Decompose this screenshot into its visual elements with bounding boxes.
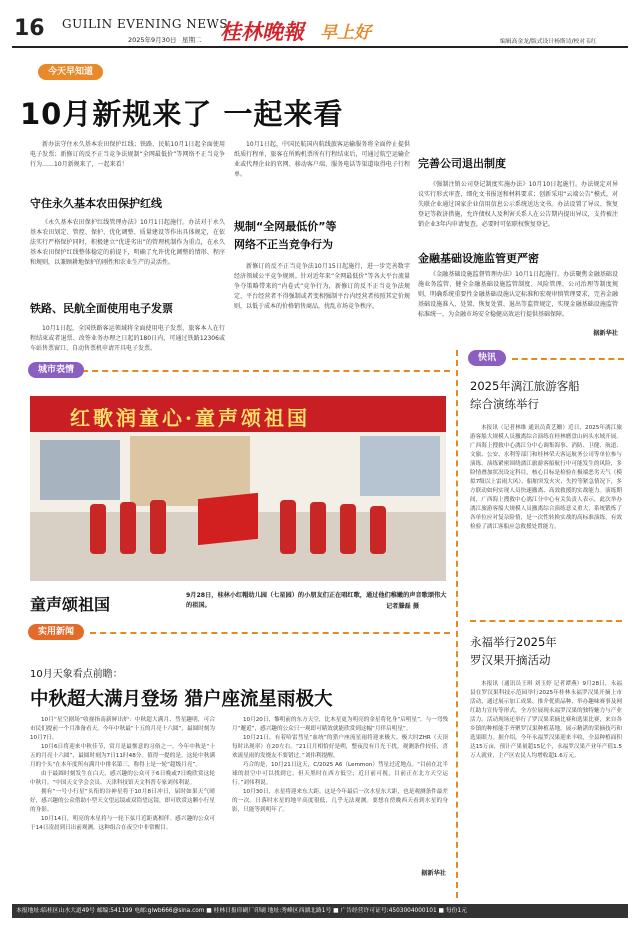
quick-item2-title-1: 永福举行2025年 [470, 635, 557, 649]
section-tag-city: 城市表情 [28, 362, 84, 378]
editors-credit: 编辑高金龙/版式设计杨斯诗/校对韦红 [500, 39, 597, 45]
quick-item1-title-1: 2025年漓江旅游客船 [470, 379, 580, 393]
heading-company-exit: 完善公司退出制度 [418, 157, 506, 170]
finance-paragraph: 《金融基础设施监督管理办法》10月1日起施行。办法聚焦金融基础设施业务监管，健全金融基础设施监管制度、风险管理、公司治理等制度规则，明确系统重要性金融基础设施认定标准和宏观审慎管理要求，完善金融基础设施准入、处置、恢复处置、退出等监管规定，实现金融基础设施监管标准统一，为金融市场安全稳健高效运行提供基础保障。 [418, 271, 618, 318]
news-col-2 [232, 716, 448, 864]
heading-lowest-price-2: 网络不正当竞争行为 [234, 238, 333, 251]
news-dash-top [90, 632, 450, 634]
section-logo: 早上好 [320, 23, 371, 43]
heading-lowest-price-1: 规制“全网最低价”等 [234, 220, 337, 233]
city-photo-title: 童声颂祖国 [30, 595, 111, 614]
photo-banner-text: 红歌润童心·童声颂祖国 [70, 406, 310, 430]
news-paragraph: 10月“星空剧场”收视指南新鲜出炉：中秋超大满月、彗星趣明，可合市民们提前一个月准备看天。今年中秋最“十五的月亮十六圆”，最圆时刻为10月7日。 [30, 717, 215, 741]
e-invoice-paragraph: 10月1日起，全国铁路客运领域将全面使用电子发票，旅客本人在行程结束或者退票、改签业务办理之日起的180日内，可通过铁路12306或车站售票窗口、自动售票机申请开具电子发票。 [30, 325, 225, 352]
masthead [0, 0, 640, 48]
quick-item2-title-2: 罗汉果开摘活动 [470, 653, 551, 667]
page-number: 16 [14, 16, 45, 41]
footer-text: 本报地址:临桂区山水大道49号 邮编:541199 电邮:glwb666@sina.com ■ 桂林日报印刷厂印刷 地址:秀峰区西湖北路1号 ■ 广告经营许可证号:4503004000101 ■ 每份1元 [16, 908, 467, 914]
paper-name-en: GUILIN EVENING NEWS [62, 17, 229, 31]
paper-logo: 桂林晚報 [220, 19, 304, 44]
company-exit-paragraph: 《强制注销公司登记制度实施办法》10月10日起施行。办法规定对异议实行形式审查，细化文书报送和材料要求；创新采用“云端公告”模式，对失联企业通过国家企业信用信息公示系统送达文书。办法设置了异议、恢复登记等救济措施，允许债权人及利害关系人在公告期内提出异议，支持被注销企业3年内申请复查，必要时可依职权恢复登记。 [418, 181, 618, 228]
sidebar-dash-top [512, 358, 624, 360]
quick-item1-text: 本报讯（记者林维 通讯员黄艺姗）近日，2025年漓江旅游客船大规模人员撤离综合演练在桂林磨盘山码头水域开展。广西海上搜救中心漓江分中心调集海事、消防、卫健、航道、文旅、公安、水利等部门和桂林荣天客运航务公司等单位参与演练。演练紧密围绕漓江旅游客船航行中可能发生的风险，多险情叠加状况设定科目，核心目标是检验在极端恶劣天气（模拟7级以上雷雨大风）、船舶突发火灾、失控等紧急情况下，多方联动如何实现人员快速撤离、高效救援的实战能力。演练期间，广西海上搜救中心漓江分中心有关负责人表示，此次举办漓江旅游客船大规模人员撤离综合演练意义重大，系统锻炼了各单位应对复杂险情，是一次性转换实战的高标准演练，有效检验了漓江客船应急救援处置能力。 [470, 425, 622, 530]
source-xinhua-1: 据新华社 [593, 330, 618, 337]
sidebar-dash-left [456, 350, 458, 898]
section-tag-news: 实用新闻 [28, 624, 84, 640]
heading-farmland: 守住永久基本农田保护红线 [30, 197, 162, 210]
masthead-rule [12, 46, 628, 48]
main-headline: 10月新规来了 一起来看 [20, 97, 344, 131]
quick-item1-title-2: 综合演练举行 [470, 397, 539, 411]
city-photo [30, 396, 446, 581]
city-photo-caption: 9月28日，桂林小红帽幼儿园（七星园）的小朋友们正在唱红歌，通过他们稚嫩的声音歌颂伟大的祖国。 [186, 592, 447, 609]
news-paragraph: 10月21日，有着哈雷彗星“血统”的猎户座流星雨将迎来极大。极大时ZHR（天顶每时出现率）在20左右。“21日月相恰好是朔，整夜没有月光干扰，观测条件较佳，喜欢流星雨的发烧友不要错过。”刘伟利提醒。 [232, 735, 448, 759]
news-paragraph: 10月30日，水星将迎来东大距。这是今年最后一次水星东大距，也是观测条件最差的一次。日落时水星的地平高度很低，几乎无法观测。要想在傍晚西天看到水星的身影，只能等到明年了。 [232, 789, 448, 813]
source-xinhua-2: 据新华社 [421, 870, 446, 877]
news-paragraph: 10月20日，黎明前的东方天空，比木星更为明亮的金星将化身“启明星”，与一弯残月“邂逅”，感兴趣的公众只一观即可睹效就能欣赏到这幅“月伴启明星”。 [232, 717, 448, 732]
news-paragraph: 巧合的是，10月21日这天，C/2025 A6（Lemmon）彗星过近地点。“目前在北半球的晨空中可以找到它，但天黑时在西方低空；近日前可视，目前正在北方天空运行。”刘伟利说。 [232, 762, 448, 786]
news-paragraph: 拥有“一号小行星”头衔的谷神星将于10月8日冲日，届时如果天气晴好，感兴趣的公众借助小型天文望远镜或双筒望远镜，即可欣赏这颗小行星的身影。 [30, 789, 215, 813]
section-tag-today: 今天早知道 [38, 64, 103, 80]
heading-finance: 金融基础设施监管更严密 [418, 252, 539, 265]
news-kicker: 10月天象看点前瞻： [30, 669, 123, 680]
heading-e-invoice: 铁路、民航全面使用电子发票 [30, 302, 173, 315]
lead-paragraph: 新办法守住永久基本农田保护红线；铁路、民航10月1日起全面使用电子发票；新修订的反不正当竞争法规制“全网最低价”等网络不正当竞争行为……10月新规来了，一起来看！ [30, 141, 225, 168]
competition-paragraph: 新修订的反不正当竞争法10月15日起施行，进一步完善数字经济领域公平竞争规则。针对近年来“全网最低价”等各大平台流量争夺策略带来的“内卷式”竞争行为，新修订的反不正当竞争法规定，平台经营者不得强制或者变相强制平台内经营者按照其定价规则，以低于成本的价格销售商品，扰乱市场竞争秩序。 [234, 263, 410, 310]
section-tag-quick: 快讯 [468, 350, 506, 366]
news-headline: 中秋超大满月登场 猎户座流星雨极大 [30, 689, 333, 710]
quick-item2-text: 本报讯（通讯员王琪 刘玉婷 记者谭燕）9月28日，永福县在罗汉果科技示范园举行2025年桂林永福罗汉果开摘上市活动，通过展示加工成果、推介优质品种、举办趣味赛事及网红助力宣传等形式，全方位展现永福罗汉果的独特魅力与产业活力。活动现场还举行了罗汉果采摘比赛和选果比赛，来自各乡镇的种植能手齐聚罗汉果种植基地，展示精湛的采摘技巧和选果眼力。据介绍，今年永福罗汉果迎来丰收，全县种植面积达15万亩，预计产果量超15亿个，永福罗汉果产业年产值1.5万人就业，主产区农民人均增收超1.6万元。 [470, 681, 622, 759]
issue-date: 2025年9月30日 [128, 36, 177, 44]
farmland-paragraph: 《永久基本农田保护红线管理办法》10月1日起施行。办法对于永久基本农田划定、管控、保护、优化调整、质量建设等作出具体规定，在依法实行严格保护同时，积极建立“优进劣出”的管理机制作为重点，在永久基本农田保护红线整体稳定的前提下，明确了允许优化调整的情形、程序和规则，以兼顾耕地保护的刚性和农业生产的灵活性。 [30, 219, 225, 266]
flag-icon [198, 493, 258, 545]
news-paragraph: 10月14日，明亮的木星将与一轮下弦月近距离相伴。感兴趣的公众可于14日凌晨到日出前观测，这种组合在夜空中非常醒目。 [30, 816, 215, 831]
news-paragraph: 10月6日将迎来中秋佳节，赏月是最惬意的习俗之一。今年中秋是“十五的月亮十六圆”，最圆时刻为7日11时48分。值得一提的是，这轮中秋满月的个头“在本年度所有满月中排名第三，称得上是一轮“超级月亮”。 [30, 744, 215, 768]
news-paragraph: 由于最圆时刻发生在白天，感兴趣的公众可于6日晚或7日晚欣赏这轮中秋月。“中国天文学会会员、天津科技馆天文科普专家刘伟利说。 [30, 771, 215, 786]
aviation-paragraph: 10月1日起，中国民航国内航线旅客运输服务将全面停止提供纸质行程单，旅客在所购机票所有行程结束后，可通过航空运输企业或代理企业的官网、移动客户端、服务电话等渠道取得电子行程单。 [234, 141, 410, 178]
news-col-1 [30, 716, 215, 864]
city-dash-top [72, 370, 450, 372]
sidebar-divider [470, 620, 622, 622]
city-photo-credit: 记者滕磊 摄 [386, 603, 420, 610]
issue-weekday: 星期二 [182, 36, 202, 44]
